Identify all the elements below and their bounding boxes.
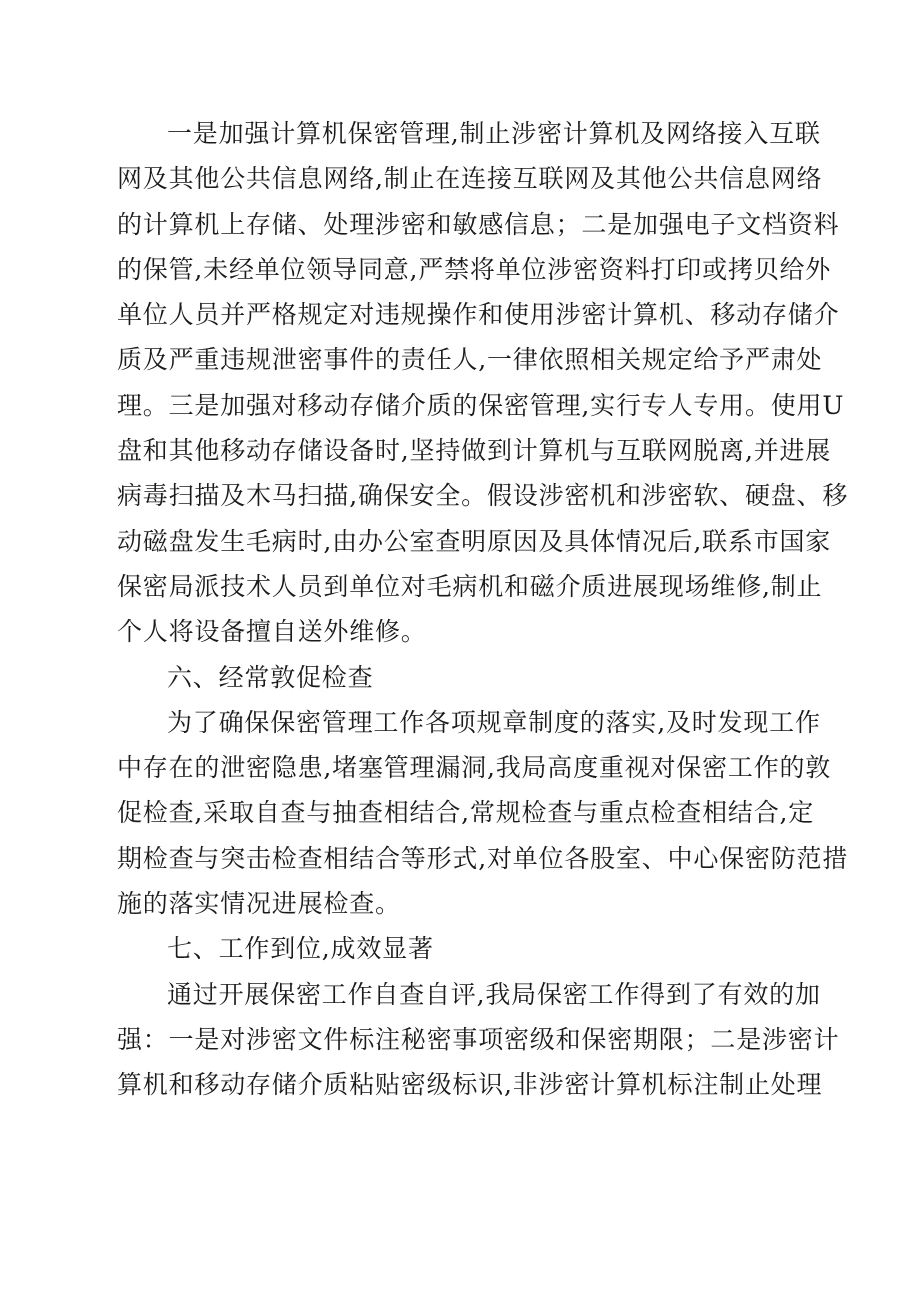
text-line: 质及严重违规泄密事件的责任人,一律依照相关规定给予严肃处 [117, 345, 823, 375]
text-line: 盘和其他移动存储设备时,坚持做到计算机与互联网脱离,并进展 [117, 436, 832, 466]
section-heading: 七、工作到位,成效显著 [167, 934, 434, 964]
text-line: 强：一是对涉密文件标注秘密事项密级和保密期限；二是涉密计 [117, 1024, 840, 1054]
text-line: 保密局派技术人员到单位对毛病机和磁介质进展现场维修,制止 [117, 571, 823, 601]
section-heading-inspection [117, 655, 809, 700]
text-line: 的计算机上存储、处理涉密和敏感信息；二是加强电子文档资料 [117, 209, 840, 239]
text-line: 通过开展保密工作自查自评,我局保密工作得到了有效的加 [167, 979, 821, 1009]
paragraph-inspection [117, 700, 849, 926]
text-line: 施的落实情况进展检查。 [117, 889, 401, 919]
text-line: 的保管,未经单位领导同意,严禁将单位涉密资料打印或拷贝给外 [117, 254, 832, 284]
text-line: 个人将设备擅自送外维修。 [117, 617, 427, 647]
text-line: 动磁盘发生毛病时,由办公室查明原因及具体情况后,联系市国家 [117, 526, 832, 556]
text-line: 为了确保保密管理工作各项规章制度的落实,及时发现工作 [167, 707, 821, 737]
text-line: 病毒扫描及木马扫描,确保安全。假设涉密机和涉密软、硬盘、移 [117, 481, 849, 511]
document-body [117, 111, 849, 1108]
text-line: 中存在的泄密隐患,堵塞管理漏洞,我局高度重视对保密工作的敦 [117, 753, 832, 783]
text-line: 单位人员并严格规定对违规操作和使用涉密计算机、移动存储介 [117, 300, 840, 330]
section-heading-results [117, 926, 809, 971]
text-line: 算机和移动存储介质粘贴密级标识,非涉密计算机标注制止处理 [117, 1070, 823, 1100]
text-line: 一是加强计算机保密管理,制止涉密计算机及网络接入互联 [167, 119, 821, 148]
paragraph-results [117, 972, 840, 1108]
section-heading: 六、经常敦促检查 [167, 662, 374, 692]
text-line: 促检查,采取自查与抽查相结合,常规检查与重点检查相结合,定 [117, 798, 815, 828]
text-line: 网及其他公共信息网络,制止在连接互联网及其他公共信息网络 [117, 164, 823, 194]
text-line: 理。三是加强对移动存储介质的保密管理,实行专人专用。使用U [117, 390, 845, 420]
paragraph-computer-security [117, 111, 849, 655]
text-line: 期检查与突击检查相结合等形式,对单位各股室、中心保密防范措 [117, 843, 849, 873]
